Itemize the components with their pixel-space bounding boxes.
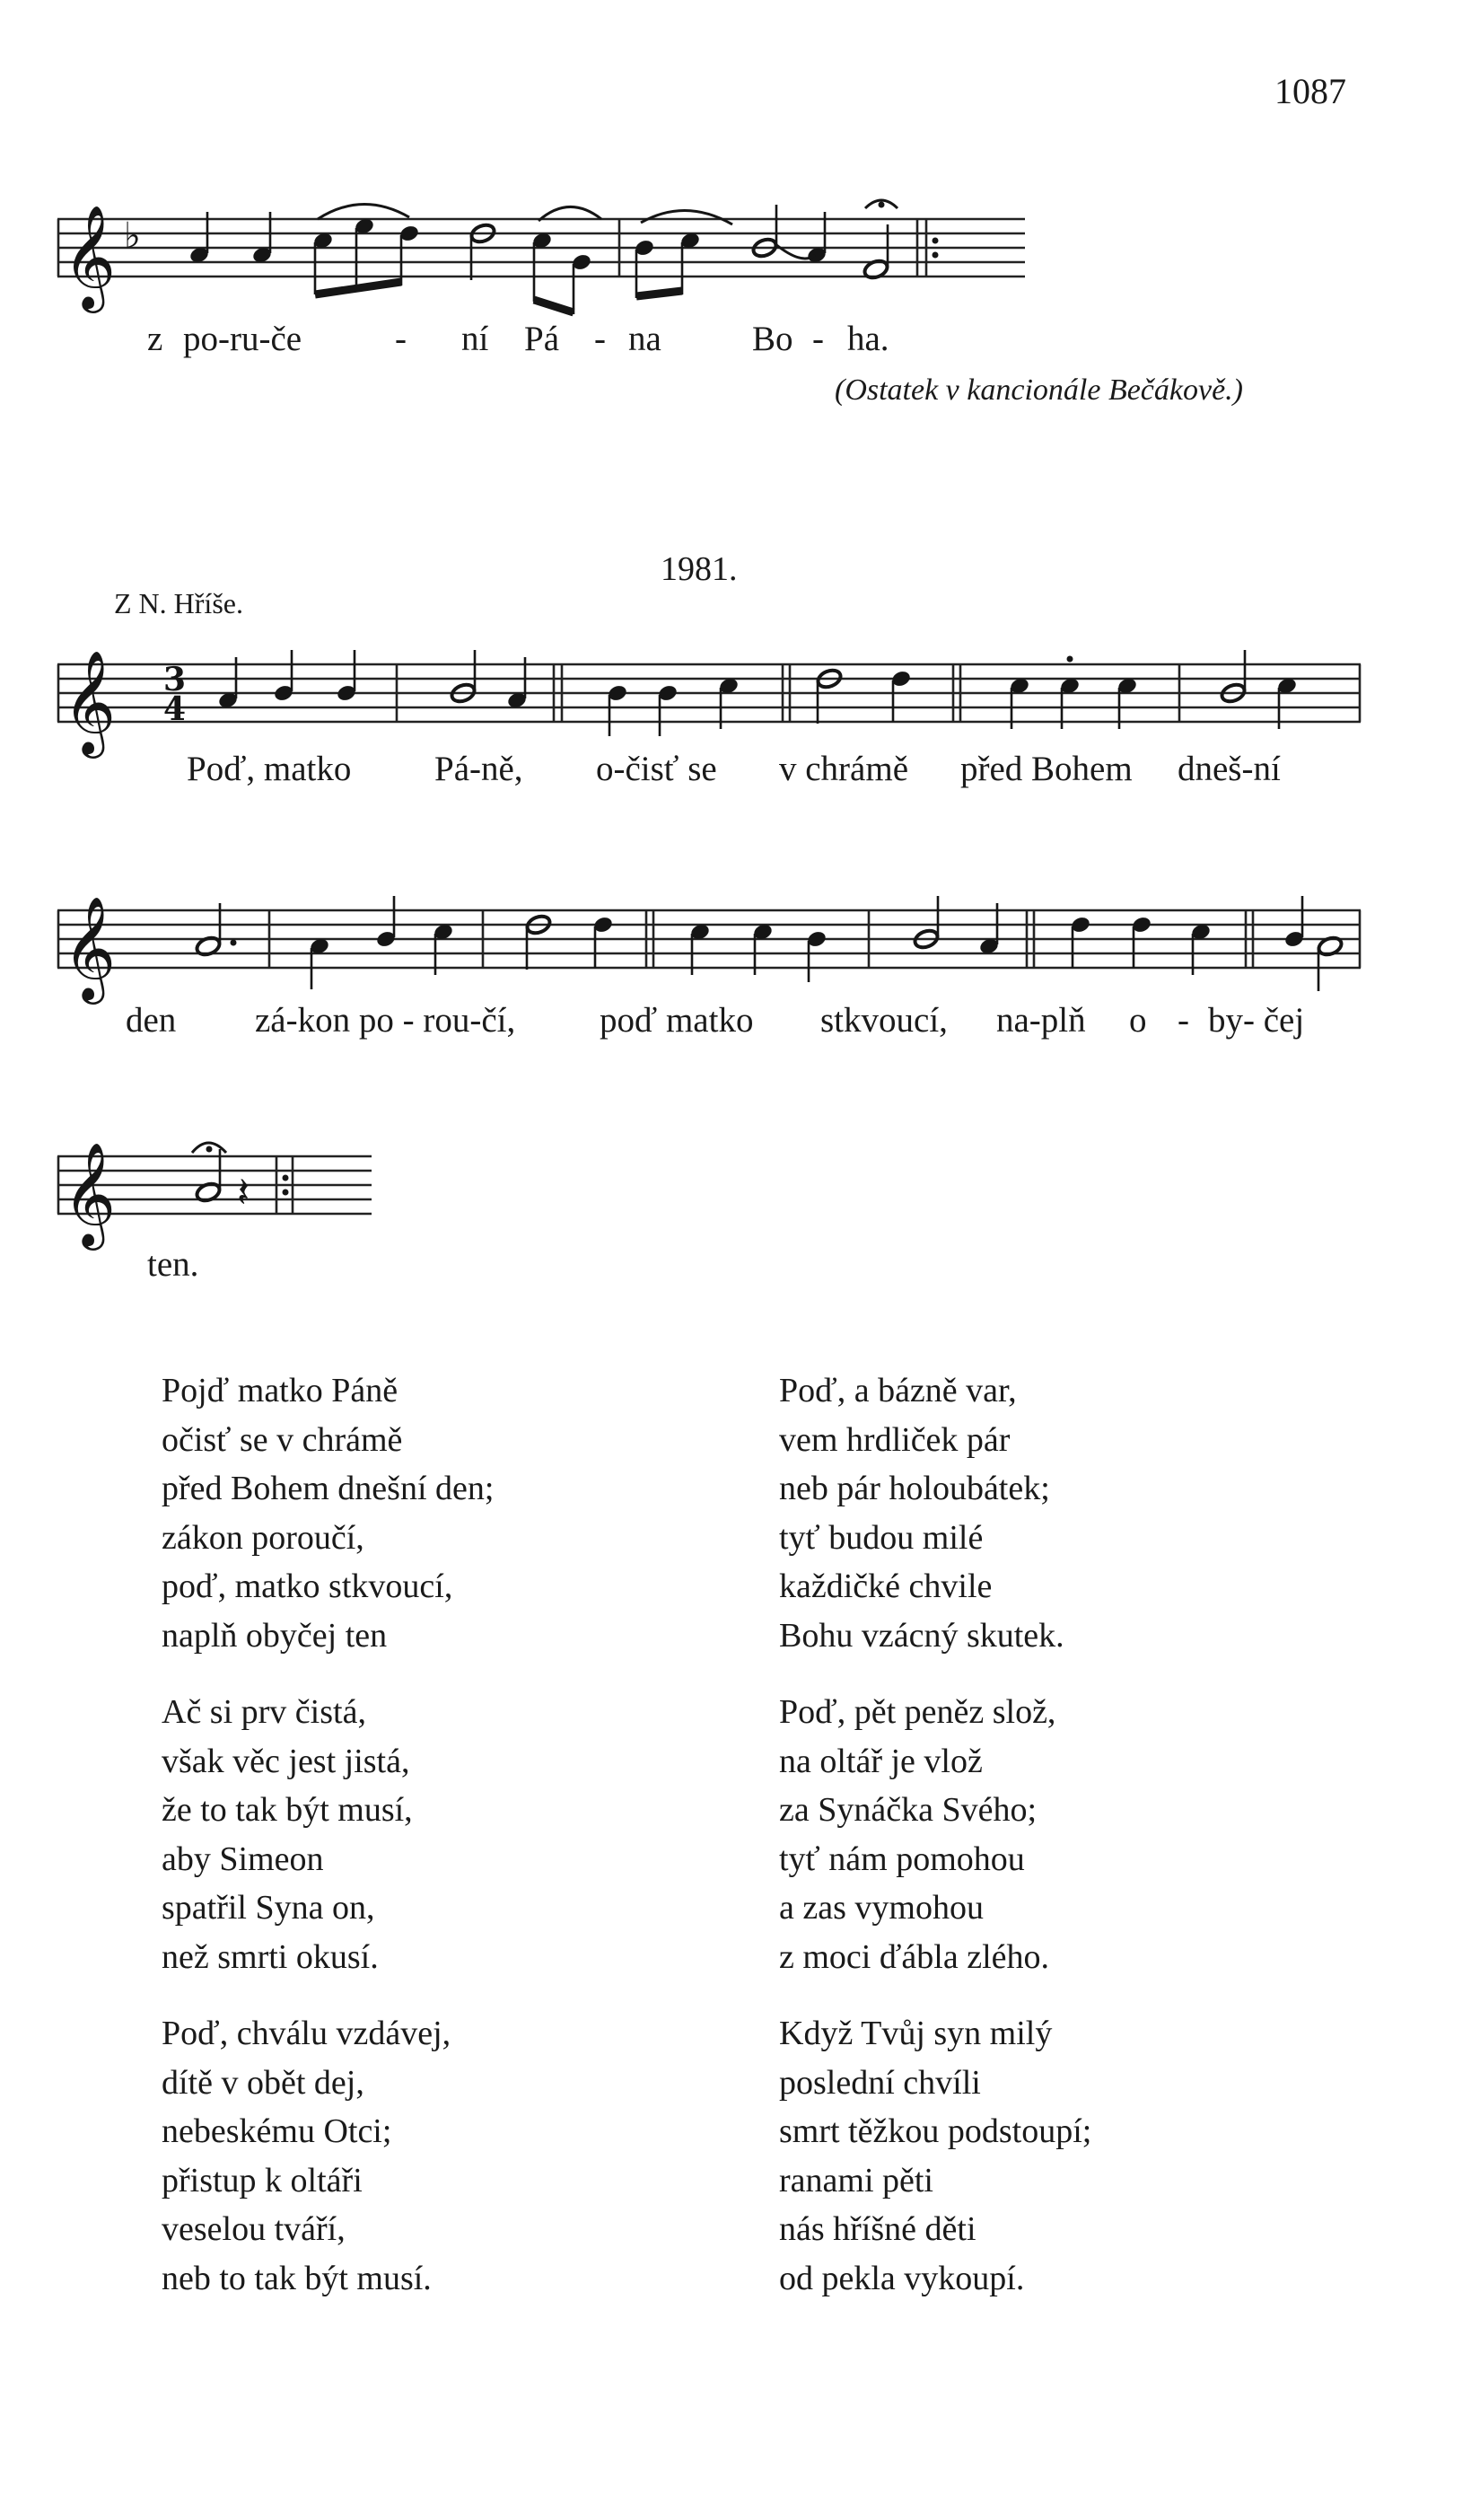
- lyric-syllable: v chrámě: [779, 750, 909, 788]
- lyric-syllable: na-plň: [996, 1001, 1086, 1040]
- lyric-syllable: zá-kon po - rou-čí,: [255, 1001, 516, 1040]
- verse-2: [162, 1366, 494, 1660]
- verse-line: dítě v obět dej,: [162, 2063, 364, 2102]
- lyric-syllable: by- čej: [1208, 1001, 1305, 1040]
- verse-line: za Synáčka Svého;: [779, 1791, 1038, 1829]
- verse-line: očisť se v chrámě: [162, 1420, 403, 1459]
- lyric-syllable: na: [628, 320, 661, 358]
- verse-line: Poď, pět peněz slož,: [779, 1693, 1056, 1731]
- lyric-syllable: den: [126, 1001, 177, 1040]
- treble-clef-icon: 𝄞: [63, 649, 117, 754]
- verses-left-column: [162, 1366, 494, 2331]
- quarter-rest-icon: 𝄽: [237, 1168, 250, 1216]
- song-attribution: Z N. Hříše.: [114, 587, 243, 619]
- verse-line: z moci ďábla zlého.: [779, 1937, 1049, 1976]
- verse-line: každičké chvile: [779, 1567, 993, 1605]
- lyric-syllable: o: [1129, 1001, 1147, 1040]
- lyric-syllable: -: [1178, 1001, 1189, 1040]
- verse-line: nebeskému Otci;: [162, 2112, 392, 2150]
- lyric-syllable: z: [147, 320, 163, 358]
- verse-line: vem hrdliček pár: [779, 1420, 1011, 1459]
- verse-line: neb to tak být musí.: [162, 2259, 432, 2297]
- lyric-syllable: Bo: [752, 320, 793, 358]
- verse-4: [162, 2009, 494, 2303]
- lyric-syllable: po-ru-če: [183, 320, 302, 358]
- verse-line: tyť budou milé: [779, 1518, 984, 1557]
- verse-line: Když Tvůj syn milý: [779, 2015, 1053, 2052]
- verse-5: [779, 1366, 1091, 1660]
- time-signature-bottom: 4: [163, 690, 187, 728]
- verses-right-column: [779, 1366, 1091, 2331]
- verse-line: Poď, chválu vzdávej,: [162, 2015, 451, 2052]
- lyric-syllable: ní: [461, 320, 489, 358]
- lyric-syllable: -: [594, 320, 606, 358]
- verse-line: přistup k oltáři: [162, 2161, 363, 2200]
- treble-clef-icon: 𝄞: [63, 204, 117, 309]
- verse-line: Bohu vzácný skutek.: [779, 1616, 1064, 1655]
- lyric-syllable: poď matko: [600, 1001, 754, 1040]
- verse-line: od pekla vykoupí.: [779, 2259, 1025, 2297]
- music-staff-line-2: [57, 889, 1368, 1005]
- verse-3: [162, 1688, 494, 1981]
- verse-line: Poď, a bázně var,: [779, 1372, 1017, 1409]
- verse-line: poď, matko stkvoucí,: [162, 1567, 453, 1605]
- page-number: 1087: [1274, 71, 1346, 111]
- lyric-syllable: Pá-ně,: [434, 750, 523, 788]
- verse-line: veselou tváří,: [162, 2210, 346, 2248]
- verse-line: a zas vymohou: [779, 1889, 984, 1927]
- verse-line: Ač si prv čistá,: [162, 1693, 366, 1731]
- lyric-syllable: -: [812, 320, 824, 358]
- verse-line: spatřil Syna on,: [162, 1889, 375, 1927]
- verse-7: [779, 2009, 1091, 2303]
- verse-line: tyť nám pomohou: [779, 1840, 1025, 1878]
- verse-line: nás hříšné děti: [779, 2210, 976, 2248]
- lyric-syllable: Pá: [524, 320, 559, 358]
- music-staff-line-3: [57, 1131, 381, 1246]
- verse-line: naplň obyčej ten: [162, 1616, 388, 1655]
- time-signature-top: 3: [163, 661, 187, 698]
- verse-line: však věc jest jistá,: [162, 1742, 410, 1780]
- verse-line: poslední chvíli: [779, 2063, 981, 2102]
- treble-clef-icon: 𝄞: [63, 895, 117, 1000]
- source-note: (Ostatek v kancionále Bečákově.): [835, 373, 1243, 407]
- lyric-syllable: o-čisť se: [596, 750, 717, 788]
- verse-line: neb pár holoubátek;: [779, 1470, 1050, 1507]
- verse-line: než smrti okusí.: [162, 1937, 379, 1976]
- verse-line: smrt těžkou podstoupí;: [779, 2112, 1092, 2150]
- lyric-syllable: -: [395, 320, 407, 358]
- verse-line: aby Simeon: [162, 1840, 324, 1878]
- lyric-syllable: ha.: [847, 320, 889, 358]
- lyric-syllable: dneš-ní: [1178, 750, 1281, 788]
- flat-sign-icon: ♭: [124, 215, 141, 257]
- lyric-syllable: Poď, matko: [187, 750, 352, 788]
- verse-line: Pojď matko Páně: [162, 1372, 398, 1409]
- music-staff-prev-song: [57, 189, 1036, 323]
- verse-line: zákon poroučí,: [162, 1518, 364, 1557]
- lyric-syllable: před Bohem: [960, 750, 1133, 788]
- music-staff-line-1: [57, 643, 1368, 754]
- song-number: 1981.: [661, 550, 738, 588]
- lyric-syllable: stkvoucí,: [820, 1001, 948, 1040]
- verse-6: [779, 1688, 1091, 1981]
- verse-line: že to tak být musí,: [162, 1791, 413, 1829]
- verse-line: před Bohem dnešní den;: [162, 1470, 495, 1507]
- lyric-syllable: ten.: [147, 1245, 199, 1284]
- verse-line: na oltář je vlož: [779, 1742, 983, 1780]
- verse-line: ranami pěti: [779, 2161, 933, 2200]
- treble-clef-icon: 𝄞: [63, 1141, 117, 1246]
